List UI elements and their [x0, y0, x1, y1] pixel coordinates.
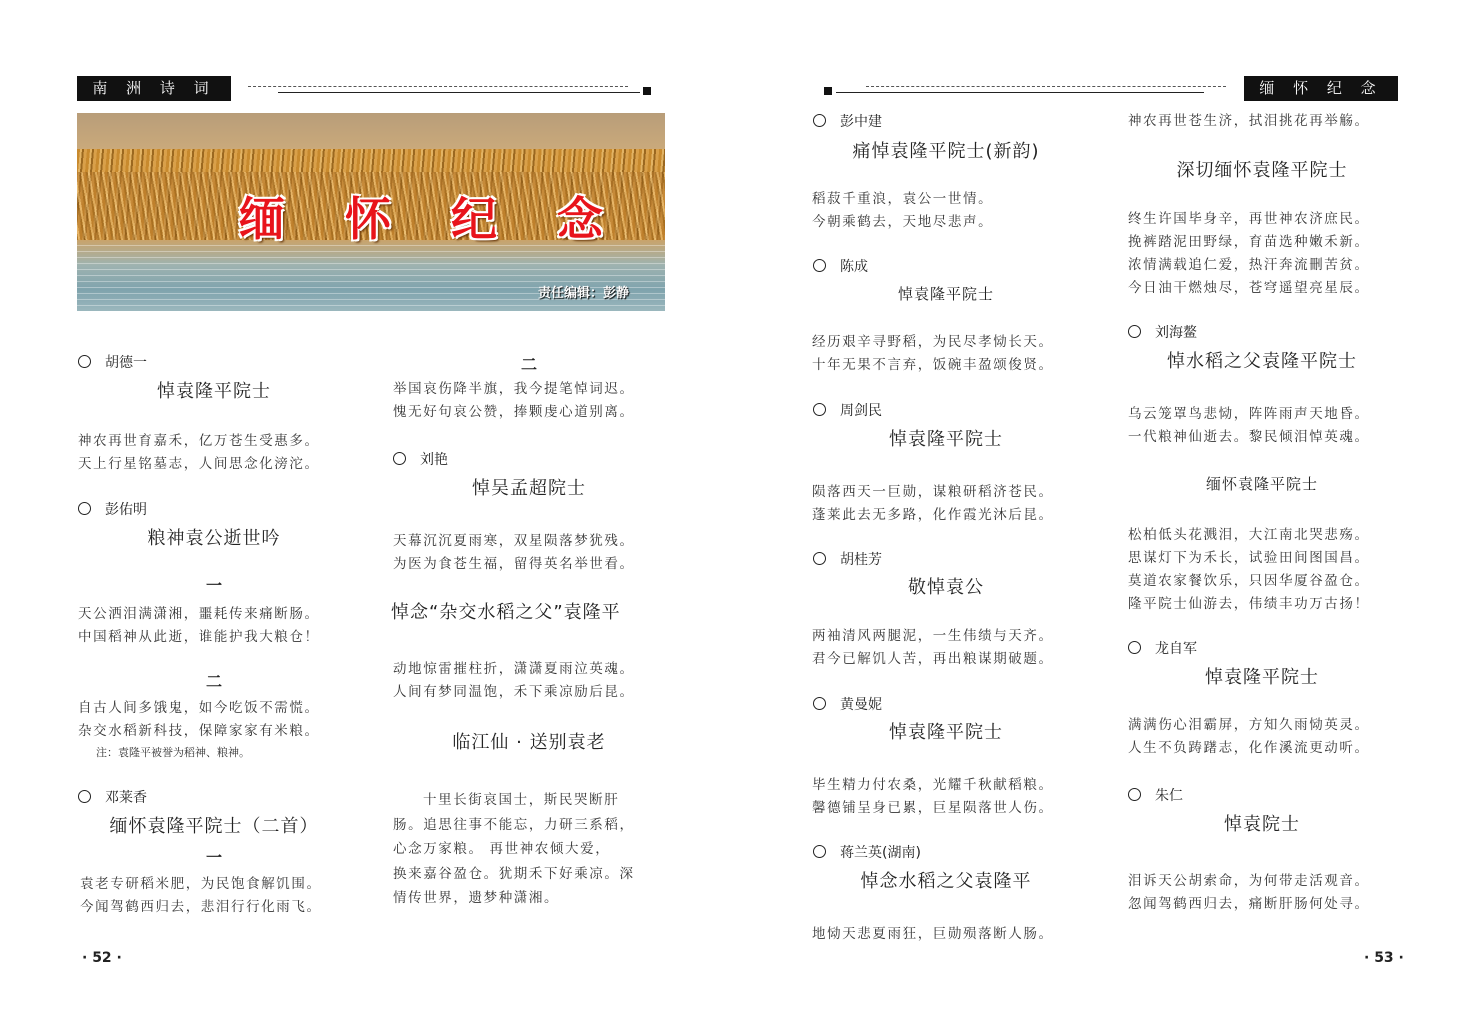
author-line [1128, 323, 1197, 343]
poem-part-number: 一 [205, 848, 222, 867]
poem-line: 人间有梦同温饱，禾下乘凉励后昆。 [393, 684, 635, 700]
poem-title: 痛悼袁隆平院士(新韵) [852, 141, 1040, 162]
poem-title: 悼袁隆平院士 [897, 285, 994, 303]
author-name: 彭中建 [840, 114, 882, 130]
author-name: 黄曼妮 [840, 697, 882, 713]
poem-title: 悼吴孟超院士 [472, 478, 586, 499]
poem-part-number: 二 [205, 672, 222, 691]
poem-line: 乌云笼罩鸟悲恸，阵阵雨声天地昏。 [1128, 406, 1370, 422]
poem-title: 悼袁院士 [1224, 814, 1300, 835]
header-rule [278, 92, 640, 93]
poem-line: 经历艰辛寻野稻，为民尽孝恸长天。 [812, 334, 1054, 350]
poem-line: 今日油干燃烛尽，苍穹遥望亮星辰。 [1128, 280, 1370, 296]
poem-body [393, 378, 635, 424]
poem-line: 蓬莱此去无多路，化作霞光沐后昆。 [812, 507, 1054, 523]
poem-body [1128, 870, 1370, 916]
poem-line: 自古人间多饿鬼，如今吃饭不需慌。 [78, 700, 320, 716]
banner-editor-credit: 责任编辑：彭静 [537, 286, 629, 301]
poem-line: 袁老专研稻米肥，为民饱食解饥围。 [80, 876, 322, 892]
header-rule-dashed [866, 86, 1226, 87]
author-line [1128, 786, 1183, 806]
poem-line: 满满伤心泪霸屏，方知久雨恸英灵。 [1128, 717, 1370, 733]
section-tag-left: 南 洲 诗 词 [77, 76, 231, 101]
header-square-marker [643, 87, 651, 95]
author-line [78, 788, 147, 808]
poem-line: 天幕沉沉夏雨寒，双星陨落梦犹残。 [393, 533, 635, 549]
poem-line: 思谋灯下为禾长，试验田间图国昌。 [1128, 550, 1370, 566]
poem-title: 悼袁隆平院士 [157, 381, 271, 402]
poem-title: 悼袁隆平院士 [1205, 667, 1319, 688]
poem-line: 两袖清风两腿泥，一生伟绩与天齐。 [812, 628, 1054, 644]
poem-line: 终生许国毕身辛，再世神农济庶民。 [1128, 211, 1370, 227]
poem-line: 举国哀伤降半旗，我今提笔悼词迟。 [393, 381, 635, 397]
poem-body [812, 188, 993, 234]
author-name: 胡德一 [105, 355, 147, 371]
poem-title: 悼念“杂交水稻之父”袁隆平 [391, 602, 621, 623]
poem-line: 君今已解饥人苦，再出粮谋期破题。 [812, 651, 1054, 667]
author-name: 陈成 [840, 259, 868, 275]
circle-bullet-icon [78, 355, 91, 368]
poem-line: 杂交水稻新科技，保障家家有米粮。 [78, 723, 320, 739]
header-rule [836, 92, 1204, 93]
poem-title: 悼袁隆平院士 [889, 429, 1003, 450]
poem-line: 神农再世苍生济，拭泪挑花再举觞。 [1128, 113, 1370, 129]
page-number-left: · 52 · [82, 950, 122, 966]
poem-title: 悼念水稻之父袁隆平 [860, 871, 1032, 892]
header-rule-dashed [248, 86, 628, 87]
footnote: 注：袁隆平被誉为稻神、粮神。 [96, 746, 250, 759]
author-line [813, 257, 868, 277]
author-line [813, 401, 882, 421]
poem-body [393, 530, 635, 576]
poem-line: 天上行星铭墓志，人间思念化滂沱。 [78, 456, 320, 472]
poem-line: 换来嘉谷盈仓。犹期禾下好乘凉。深 [393, 865, 635, 882]
author-line [813, 695, 882, 715]
poem-line: 十里长街哀国士，斯民哭断肝 [423, 792, 620, 808]
header-square-marker [824, 87, 832, 95]
poem-line: 动地惊雷摧柱折，潇潇夏雨泣英魂。 [393, 661, 635, 677]
poem-line: 神农再世育嘉禾，亿万苍生受惠多。 [78, 433, 320, 449]
author-line [813, 843, 921, 863]
poem-line: 今闻驾鹤西归去，悲泪行行化雨飞。 [80, 899, 322, 915]
poem-title: 临江仙 · 送别袁老 [452, 732, 606, 753]
poem-line: 隆平院士仙游去，伟绩丰功万古扬！ [1128, 596, 1370, 612]
poem-title: 悼袁隆平院士 [889, 722, 1003, 743]
poem-body [78, 697, 320, 743]
author-name: 邓莱香 [105, 790, 147, 806]
poem-body [812, 774, 1054, 820]
circle-bullet-icon [1128, 788, 1141, 801]
author-name: 周剑民 [840, 403, 882, 419]
circle-bullet-icon [393, 452, 406, 465]
circle-bullet-icon [813, 697, 826, 710]
circle-bullet-icon [813, 259, 826, 272]
poem-line: 情传世界，遗梦种潇湘。 [393, 890, 560, 906]
poem-body [1128, 110, 1370, 133]
poem-line: 松柏低头花溅泪，大江南北哭悲殇。 [1128, 527, 1370, 543]
poem-line: 忽闻驾鹤西归去，痛断肝肠何处寻。 [1128, 896, 1370, 912]
author-name: 彭佑明 [105, 502, 147, 518]
author-name: 刘海鳌 [1155, 325, 1197, 341]
circle-bullet-icon [813, 552, 826, 565]
author-name: 胡桂芳 [840, 552, 882, 568]
poem-line: 挽裤踏泥田野绿，育苗选种嫩禾新。 [1128, 234, 1370, 250]
poem-part-number: 一 [205, 576, 222, 595]
poem-line: 十年无果不言弃，饭碗丰盈颂俊贤。 [812, 357, 1054, 373]
author-line [1128, 639, 1197, 659]
poem-part-number: 二 [520, 355, 537, 374]
circle-bullet-icon [813, 114, 826, 127]
banner-image [77, 113, 665, 311]
circle-bullet-icon [813, 845, 826, 858]
poem-body [393, 788, 635, 911]
author-name: 蒋兰英(湖南) [840, 845, 921, 861]
poem-body [812, 481, 1054, 527]
section-tag-right: 缅 怀 纪 念 [1244, 76, 1398, 101]
author-name: 龙自军 [1155, 641, 1197, 657]
circle-bullet-icon [813, 403, 826, 416]
poem-line: 稻菽千重浪，袁公一世情。 [812, 191, 994, 207]
author-line [78, 353, 147, 373]
poem-body [812, 625, 1054, 671]
circle-bullet-icon [1128, 641, 1141, 654]
poem-line: 肠。追思往事不能忘，力研三系稻， [393, 816, 635, 833]
poem-body [78, 430, 320, 476]
poem-title: 缅怀袁隆平院士 [1205, 475, 1318, 493]
poem-line: 今朝乘鹤去，天地尽悲声。 [812, 214, 994, 230]
author-line [813, 550, 882, 570]
poem-line: 为医为食苍生福，留得英名举世看。 [393, 556, 635, 572]
poem-line: 一代粮神仙逝去。黎民倾泪悼英魂。 [1128, 429, 1370, 445]
poem-line: 愧无好句哀公赞，捧颗虔心道别离。 [393, 404, 635, 420]
poem-title: 缅怀袁隆平院士（二首） [109, 816, 319, 837]
author-name: 刘艳 [420, 452, 448, 468]
poem-line: 地恸天悲夏雨狂，巨勋殒落断人肠。 [812, 926, 1054, 942]
poem-line: 毕生精力付农桑，光耀千秋献稻粮。 [812, 777, 1054, 793]
poem-body [1128, 524, 1370, 616]
poem-body [393, 658, 635, 704]
author-line [78, 500, 147, 520]
poem-body [1128, 208, 1370, 300]
poem-body [80, 873, 322, 919]
poem-line: 莫道农家餐饮乐，只因华厦谷盈仓。 [1128, 573, 1370, 589]
circle-bullet-icon [78, 790, 91, 803]
author-name: 朱仁 [1155, 788, 1183, 804]
poem-line: 心念万家粮。 再世神农倾大爱， [393, 841, 611, 857]
poem-title: 深切缅怀袁隆平院士 [1176, 160, 1348, 181]
author-line [393, 450, 448, 470]
poem-line: 天公洒泪满潇湘，噩耗传来痛断肠。 [78, 606, 320, 622]
poem-line: 中国稻神从此逝，谁能护我大粮仓！ [78, 629, 320, 645]
poem-title: 敬悼袁公 [908, 577, 984, 598]
poem-title: 粮神袁公逝世吟 [147, 528, 281, 549]
poem-line: 陨落西天一巨勋，谋粮研稻济苍民。 [812, 484, 1054, 500]
page-number-right: · 53 · [1364, 950, 1404, 966]
poem-line: 浓情满载追仁爱，热汗奔流刪苦贫。 [1128, 257, 1370, 273]
banner-title: 缅 怀 纪 念 [239, 192, 626, 246]
poem-body [1128, 403, 1370, 449]
circle-bullet-icon [78, 502, 91, 515]
author-line [813, 112, 882, 132]
poem-body [812, 923, 1054, 946]
poem-line: 人生不负踌躇志，化作溪流更动听。 [1128, 740, 1370, 756]
poem-line: 泪诉天公胡索命，为何带走活观音。 [1128, 873, 1370, 889]
poem-body [1128, 714, 1370, 760]
poem-title: 悼水稻之父袁隆平院士 [1167, 351, 1357, 372]
poem-body [812, 331, 1054, 377]
circle-bullet-icon [1128, 325, 1141, 338]
poem-body [78, 603, 320, 649]
poem-line: 馨德铺呈身已累，巨星陨落世人伤。 [812, 800, 1054, 816]
